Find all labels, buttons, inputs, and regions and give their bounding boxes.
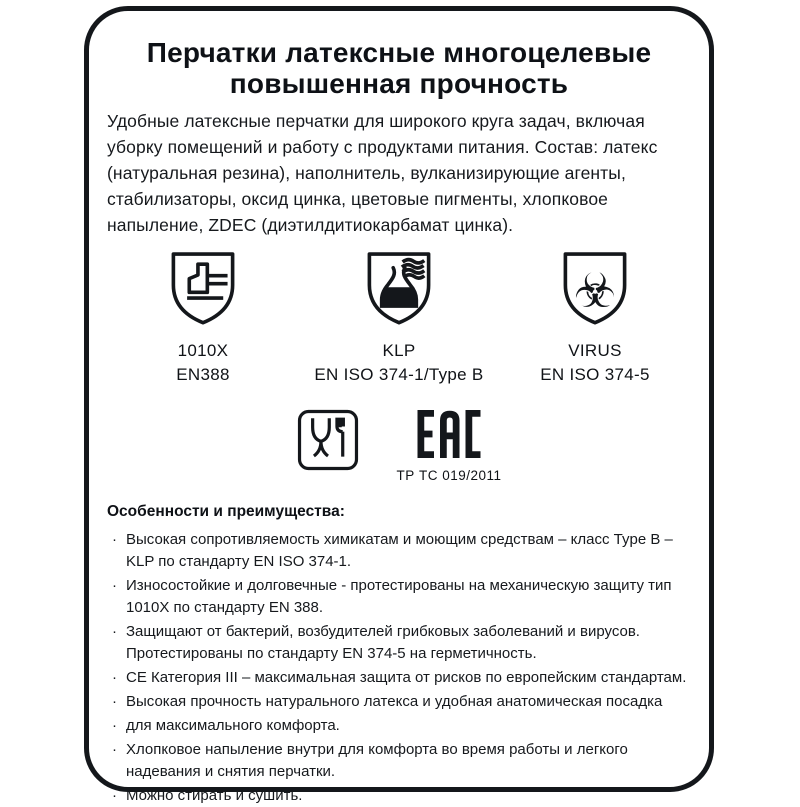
- eac-mark-block: [396, 408, 501, 483]
- cert-code: KLP: [382, 341, 416, 360]
- feature-item: · Высокая сопротивляемость химикатам и моющим средствам – класс Type B – KLP по стандарту EN ISO 374-1.: [107, 529, 691, 573]
- page-title: [103, 37, 695, 99]
- shield-chemical-flask-icon: [359, 249, 439, 327]
- biohazard-glyph: ☣: [573, 263, 617, 319]
- cert-code: 1010X: [177, 341, 229, 360]
- feature-item: · Износостойкие и долговечные - протестированы на механическую защиту тип 1010X по стандарту EN 388.: [107, 575, 691, 619]
- compliance-marks-row: [103, 408, 695, 483]
- certification-chemical: [301, 249, 497, 387]
- product-label-card: [84, 6, 714, 804]
- feature-item: · Можно стирать и сушить.: [107, 785, 691, 807]
- feature-item: · Высокая прочность натурального латекса и удобная анатомическая посадка: [107, 691, 691, 713]
- product-description: Удобные латексные перчатки для широкого круга задач, включая уборку помещений и работу с продуктами питания. Состав: латекс (натуральная резина), наполнитель, вулканизирующие агенты, стабилизаторы, оксид цинка, цветовые пигменты, хлопковое напыление, ZDEC (диэтилдитиокарбамат цинка).: [107, 111, 658, 235]
- feature-item: · Хлопковое напыление внутри для комфорта во время работы и легкого надевания и снятия перчатки.: [107, 739, 691, 783]
- eac-regulation-caption: ТР ТС 019/2011: [396, 468, 502, 483]
- feature-item: · CE Категория III – максимальная защита от рисков по европейским стандартам.: [107, 667, 691, 689]
- cert-standard: EN ISO 374-5: [540, 365, 650, 384]
- eac-mark-icon: [417, 410, 481, 458]
- certification-virus: [497, 249, 693, 387]
- eac-mark-text: [449, 408, 450, 409]
- feature-item: · Защищают от бактерий, возбудителей грибковых заболеваний и вирусов. Протестированы по стандарту EN 374-5 на герметичность.: [107, 621, 691, 665]
- features-section: [103, 502, 695, 807]
- title-line-1: Перчатки латексные многоцелевые: [146, 37, 652, 68]
- food-contact-safe-icon: [296, 408, 360, 472]
- certification-mechanical: [105, 249, 301, 387]
- feature-item: · для максимального комфорта.: [107, 715, 691, 737]
- certification-row: [103, 249, 695, 387]
- shield-biohazard-icon: [555, 249, 635, 327]
- title-line-2: повышенная прочность: [229, 68, 569, 99]
- cert-standard: EN ISO 374-1/Type B: [314, 365, 484, 384]
- shield-hammer-icon: [163, 249, 243, 327]
- features-heading: Особенности и преимущества:: [107, 503, 345, 520]
- cert-standard: EN388: [176, 365, 230, 384]
- cert-code: VIRUS: [568, 341, 622, 360]
- cert-label: [314, 339, 483, 387]
- cert-label: [176, 339, 229, 387]
- cert-label: [540, 339, 649, 387]
- features-list: [107, 529, 691, 807]
